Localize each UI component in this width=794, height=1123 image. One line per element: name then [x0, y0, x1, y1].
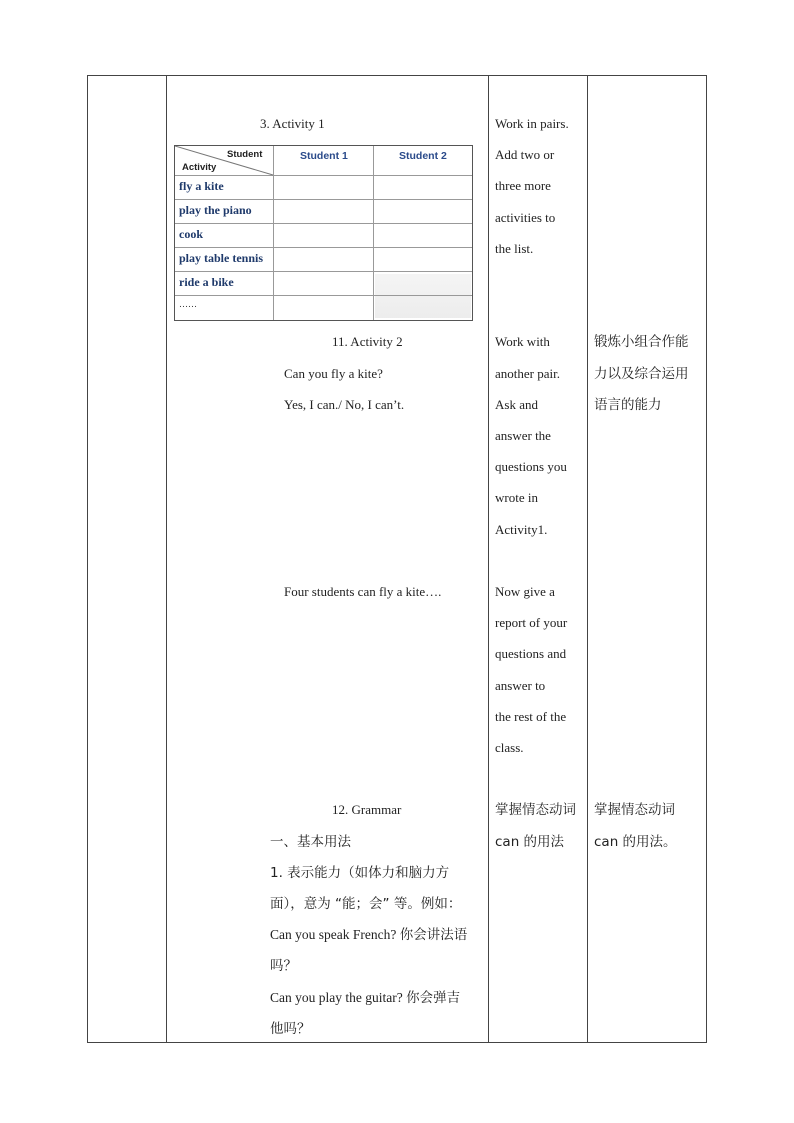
- col3-text: report of your: [495, 615, 568, 630]
- activity-row: ……: [179, 299, 197, 309]
- col3-text: Ask and: [495, 397, 538, 412]
- grammar-line: 吗？: [270, 958, 297, 974]
- col3-text: 掌握情态动词: [495, 802, 576, 818]
- col3-text: Work with: [495, 334, 550, 349]
- column-divider-3: [587, 75, 588, 1043]
- col4-text: 语言的能力: [594, 397, 662, 413]
- col3-text: wrote in: [495, 490, 538, 505]
- col4-text: 锻炼小组合作能: [594, 334, 689, 350]
- col3-text: Activity1.: [495, 522, 548, 537]
- grammar-line: 面），意为 “能；会” 等。例如：: [270, 896, 462, 912]
- grammar-line: 一、基本用法: [270, 834, 351, 850]
- outer-table-bottom-border: [87, 1042, 707, 1043]
- activity-row: play table tennis: [179, 251, 264, 265]
- corner-label-activity: Activity: [182, 162, 217, 173]
- activity-table: [174, 145, 473, 321]
- col3-text: another pair.: [495, 366, 560, 381]
- grammar-line: 1. 表示能力（如体力和脑力方: [270, 865, 450, 881]
- col3-text: Now give a: [495, 584, 555, 599]
- col4-text: can 的用法。: [594, 834, 677, 850]
- outer-table-left-border: [87, 75, 88, 1043]
- col3-text: activities to: [495, 210, 556, 225]
- activity1-title: 3. Activity 1: [260, 116, 325, 131]
- col4-text: 力以及综合运用: [594, 366, 689, 382]
- activity2-question: Can you fly a kite?: [284, 366, 383, 381]
- col3-text: Work in pairs.: [495, 116, 569, 131]
- outer-table-right-border: [706, 75, 707, 1043]
- col3-text: Add two or: [495, 147, 555, 162]
- col4-text: 掌握情态动词: [594, 802, 675, 818]
- col3-text: can 的用法: [495, 834, 565, 850]
- grammar-line: Can you play the guitar? 你会弹吉: [270, 990, 461, 1005]
- grammar-line: 他吗？: [270, 1021, 311, 1037]
- grammar-title: 12. Grammar: [332, 802, 402, 817]
- col3-text: the rest of the: [495, 709, 567, 724]
- col3-text: class.: [495, 740, 524, 755]
- col3-text: answer to: [495, 678, 546, 693]
- activity2-title: 11. Activity 2: [332, 334, 403, 349]
- col3-text: the list.: [495, 241, 534, 256]
- col3-text: questions you: [495, 459, 567, 474]
- column-divider-1: [166, 75, 167, 1043]
- header-student2: Student 2: [399, 150, 447, 162]
- table-watermark: [375, 274, 471, 318]
- activity-row: fly a kite: [179, 179, 224, 193]
- header-student1: Student 1: [300, 150, 348, 162]
- column-divider-2: [488, 75, 489, 1043]
- activity2-answer: Yes, I can./ No, I can’t.: [284, 397, 405, 412]
- col3-text: three more: [495, 178, 551, 193]
- col3-text: answer the: [495, 428, 551, 443]
- corner-label-student: Student: [227, 149, 263, 160]
- outer-table-top-border: [87, 75, 707, 76]
- activity-row: ride a bike: [179, 275, 234, 289]
- activity-row: cook: [179, 227, 203, 241]
- grammar-line: Can you speak French? 你会讲法语: [270, 927, 468, 942]
- activity-row: play the piano: [179, 203, 252, 217]
- activity2-report: Four students can fly a kite….: [284, 584, 442, 599]
- col3-text: questions and: [495, 646, 567, 661]
